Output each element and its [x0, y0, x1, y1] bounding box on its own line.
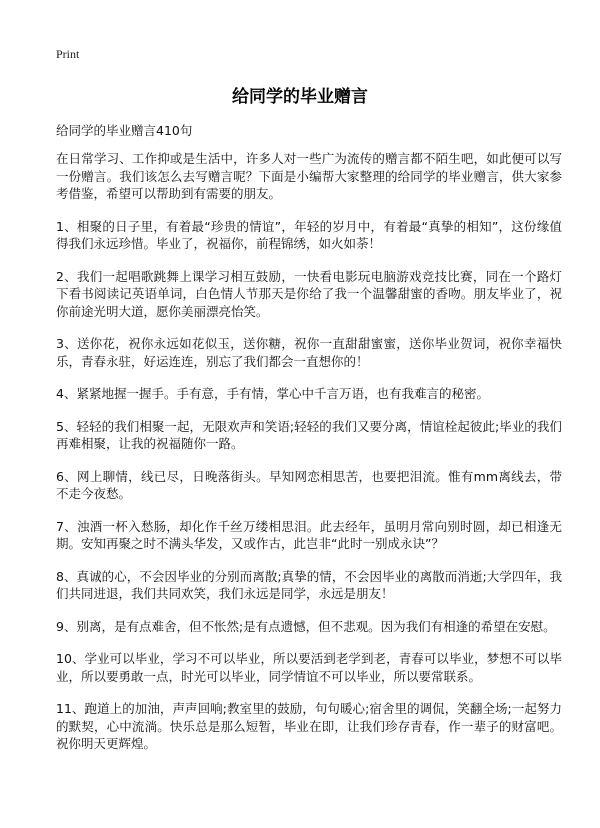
- message-item: 2、我们一起唱歌跳舞上课学习相互鼓励，一快看电影玩电脑游戏竞技比赛，同在一个路灯下看书阅读记英语单词，白色情人节那天是你给了我一个温馨甜蜜的香吻。朋友毕业了，祝你前途光明大道，愿你美丽漂亮怡笑。: [56, 268, 562, 319]
- message-item: 5、轻轻的我们相聚一起，无限欢声和笑语;轻轻的我们又要分离，情谊栓起彼此;毕业的我们再难相聚，让我的祝福随你一路。: [56, 418, 562, 451]
- message-item: 4、紧紧地握一握手。手有意，手有情，掌心中千言万语，也有我难言的秘密。: [56, 386, 489, 401]
- message-item: 6、网上聊情，线已尽，日晚落街头。早知网恋相思苦，也要把泪流。惟有mm离线去，带不走今夜愁。: [56, 468, 562, 501]
- message-item: 10、学业可以毕业，学习不可以毕业，所以要活到老学到老，青春可以毕业，梦想不可以毕业，所以要勇敢一点，时光可以毕业，同学情谊不可以毕业，所以要常联系。: [56, 651, 562, 684]
- page-title: 给同学的毕业赠言: [232, 87, 368, 107]
- message-item: 8、真诚的心，不会因毕业的分别而离散;真挚的情，不会因毕业的离散而消逝;大学四年，我们共同进退，我们共同欢笑，我们永远是同学，永远是朋友！: [56, 568, 562, 601]
- document-body: [56, 150, 562, 768]
- document-subtitle: 给同学的毕业赠言410句: [56, 123, 193, 138]
- intro-paragraph: 在日常学习、工作抑或是生活中，许多人对一些广为流传的赠言都不陌生吧，如此便可以写一份赠言。我们该怎么去写赠言呢？下面是小编帮大家整理的给同学的毕业赠言，供大家参考借鉴，希望可以帮助到有需要的朋友。: [56, 151, 562, 201]
- message-item: 9、别离，是有点难舍，但不怅然;是有点遗憾，但不悲观。因为我们有相逢的希望在安慰。: [56, 618, 556, 634]
- message-item: 7、浊酒一杯入愁肠，却化作千丝万缕相思泪。此去经年，虽明月常向别时圆，却已相逢无期。安知再聚之时不满头华发，又或作古，此岂非“此时一别成永诀”？: [56, 518, 562, 551]
- print-link[interactable]: Print: [56, 47, 80, 61]
- message-item: 11、跑道上的加油，声声回响;教室里的鼓励，句句暖心;宿舍里的调侃，笑翻全场;一起努力的默契，心中流淌。快乐总是那么短暂，毕业在即，让我们珍存青春，作一辈子的财富吧。祝你明天更辉煌。: [56, 701, 562, 751]
- message-item: 1、相聚的日子里，有着最“珍贵的情谊”，年轻的岁月中，有着最“真挚的相知”，这份缘值得我们永远珍惜。毕业了，祝福你，前程锦绣，如火如荼！: [56, 218, 562, 251]
- message-item: 3、送你花，祝你永远如花似玉，送你糖，祝你一直甜甜蜜蜜，送你毕业贺词，祝你幸福快乐，青春永驻，好运连连，别忘了我们都会一直想你的！: [56, 336, 562, 369]
